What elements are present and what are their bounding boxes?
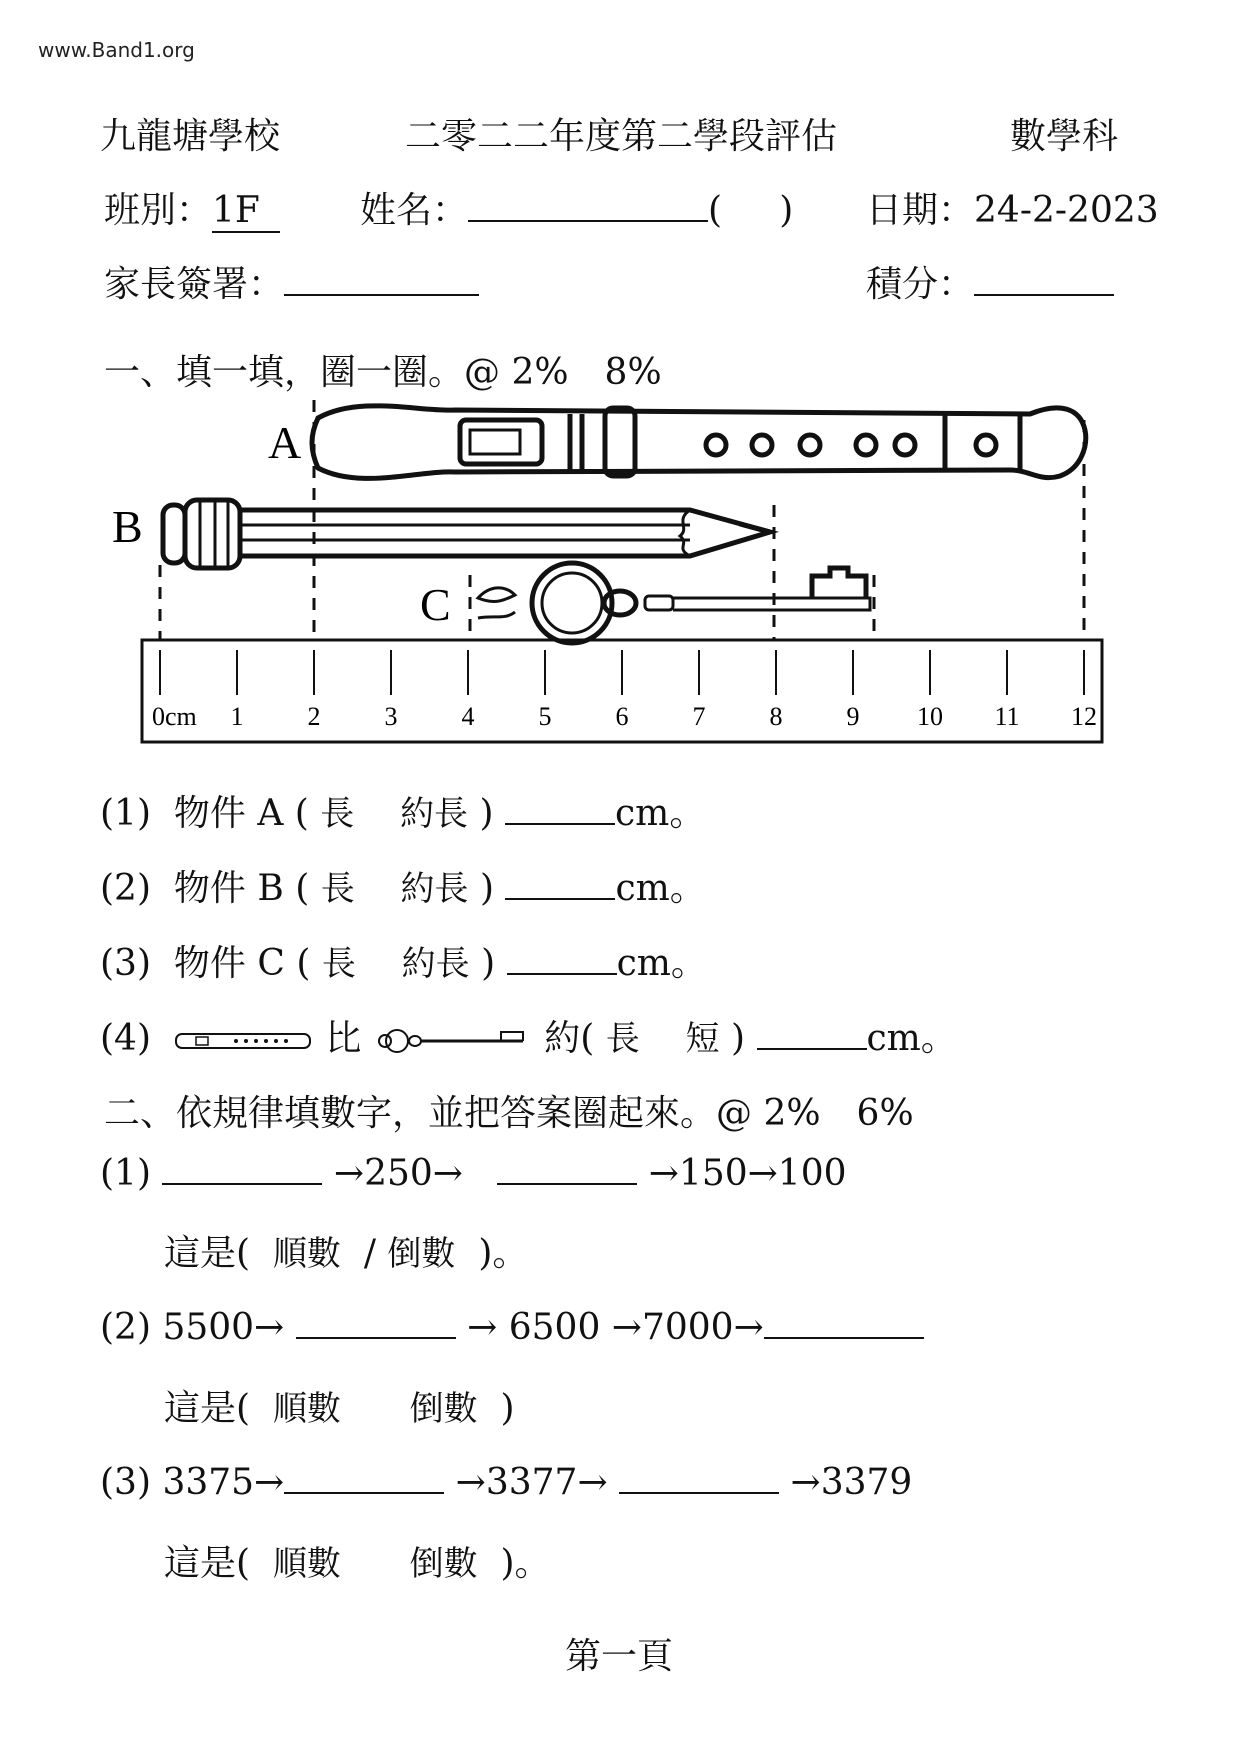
class-field[interactable]	[104, 182, 280, 233]
q2-1-blank-2[interactable]	[497, 1183, 637, 1185]
q1-2-option-long[interactable]: 長	[320, 869, 355, 909]
date-field	[866, 182, 1159, 233]
school-name: 九龍塘學校	[100, 116, 281, 157]
q1-3-close: )	[481, 943, 496, 984]
question-2-1-choice	[164, 1225, 528, 1276]
q2-1-option-backward[interactable]: 倒數	[387, 1234, 456, 1274]
q1-3-answer-blank[interactable]	[507, 973, 617, 975]
q2-2-num: (2) 5500→	[100, 1307, 285, 1348]
ruler-label-0: 0cm	[152, 702, 197, 731]
q1-4-compare-word: 比	[325, 1018, 362, 1059]
section2-title: 二、依規律填數字，並把答案圈起來。@ 2% 6%	[104, 1093, 914, 1134]
ruler-label-6: 6	[615, 702, 629, 731]
q2-3-end: →3379	[790, 1462, 913, 1503]
q1-1-text: 物件 A (	[173, 793, 309, 834]
q2-2-note: 這是(	[164, 1388, 251, 1429]
q2-3-mid: →3377→	[455, 1462, 608, 1503]
question-1-2	[100, 860, 706, 911]
class-value: 1F	[212, 190, 280, 233]
q1-2-text: 物件 B (	[173, 868, 310, 909]
q2-3-option-backward[interactable]: 倒數	[409, 1544, 478, 1584]
q1-3-num: (3)	[100, 943, 151, 984]
q1-3-option-about[interactable]: 約長	[401, 944, 470, 984]
ruler-label-8: 8	[769, 702, 783, 731]
recorder-icon	[312, 406, 1086, 479]
q2-1-slash: /	[363, 1233, 376, 1274]
q1-2-answer-blank[interactable]	[505, 898, 615, 900]
question-2-1	[100, 1153, 847, 1194]
ruler-label-10: 10	[917, 702, 943, 731]
q2-3-note: 這是(	[164, 1543, 251, 1584]
ruler-label-4: 4	[461, 702, 475, 731]
ruler-label-2: 2	[307, 702, 321, 731]
ruler-label-3: 3	[384, 702, 398, 731]
q2-1-close: )。	[478, 1233, 529, 1274]
question-2-3	[100, 1462, 912, 1503]
section1-title: 一、填一填，圈一圈。@ 2% 8%	[104, 352, 662, 393]
score-blank[interactable]	[974, 294, 1114, 296]
question-1-4	[100, 1010, 957, 1061]
parent-signature-blank[interactable]	[284, 294, 479, 296]
ruler-label-7: 7	[692, 702, 706, 731]
label-b: B	[112, 501, 143, 552]
q1-1-unit: cm。	[615, 793, 706, 834]
q1-1-close: )	[479, 793, 494, 834]
ruler-label-11: 11	[994, 702, 1020, 731]
q2-1-end: →150→100	[648, 1153, 847, 1194]
name-label: 姓名：	[360, 190, 469, 231]
q1-4-answer-blank[interactable]	[757, 1048, 867, 1050]
date-value: 24-2-2023	[974, 190, 1159, 231]
key-icon	[478, 563, 870, 643]
q2-1-num: (1)	[100, 1153, 151, 1194]
name-field[interactable]	[360, 182, 793, 233]
ruler-label-5: 5	[538, 702, 552, 731]
q2-2-option-forward[interactable]: 順數	[272, 1389, 341, 1429]
question-2-3-choice	[164, 1535, 551, 1586]
q2-3-blank-1[interactable]	[284, 1492, 444, 1494]
score-label: 積分：	[866, 264, 975, 305]
class-label: 班別：	[104, 190, 213, 231]
pencil-icon	[163, 500, 770, 568]
q1-3-option-long[interactable]: 長	[321, 944, 356, 984]
q1-2-unit: cm。	[615, 868, 706, 909]
question-2-2-choice	[164, 1380, 515, 1431]
q2-2-mid: → 6500 →7000→	[467, 1307, 764, 1348]
q2-2-close: )	[500, 1388, 515, 1429]
q1-3-text: 物件 C (	[173, 943, 311, 984]
q2-1-blank-1[interactable]	[162, 1183, 322, 1185]
q1-2-close: )	[479, 868, 495, 909]
question-1-1	[100, 785, 705, 836]
name-blank[interactable]	[468, 220, 708, 222]
q2-1-option-forward[interactable]: 順數	[272, 1234, 341, 1274]
measurement-figure	[0, 390, 1240, 760]
key-small-icon	[373, 1026, 533, 1056]
score-field[interactable]	[866, 256, 1114, 307]
term-title: 二零二二年度第二學段評估	[405, 116, 838, 157]
q1-1-option-long[interactable]: 長	[320, 794, 355, 834]
q1-4-about: 約(	[544, 1018, 595, 1059]
parent-signature-field[interactable]	[104, 256, 479, 307]
q2-2-option-backward[interactable]: 倒數	[409, 1389, 478, 1429]
question-2-2	[100, 1307, 924, 1348]
ruler-label-12: 12	[1071, 702, 1097, 731]
q2-1-mid: →250→	[333, 1153, 463, 1194]
q2-3-blank-2[interactable]	[619, 1492, 779, 1494]
label-a: A	[268, 417, 302, 468]
q2-3-close: )。	[500, 1543, 551, 1584]
q2-2-blank-1[interactable]	[296, 1337, 456, 1339]
q1-1-answer-blank[interactable]	[505, 823, 615, 825]
q2-3-option-forward[interactable]: 順數	[272, 1544, 341, 1584]
q2-3-num: (3) 3375→	[100, 1462, 285, 1503]
q1-4-close: )	[731, 1018, 746, 1059]
subject: 數學科	[1010, 116, 1119, 157]
q1-4-num: (4)	[100, 1018, 151, 1059]
q1-1-num: (1)	[100, 793, 151, 834]
q2-1-note: 這是(	[164, 1233, 251, 1274]
q1-4-option-longer[interactable]: 長	[605, 1019, 640, 1059]
date-label: 日期：	[866, 190, 975, 231]
ruler-label-9: 9	[846, 702, 860, 731]
q1-4-unit: cm。	[866, 1018, 957, 1059]
recorder-small-icon	[174, 1028, 314, 1054]
site-url: www.Band1.org	[38, 38, 195, 62]
q1-4-option-shorter[interactable]: 短	[685, 1019, 720, 1059]
ruler-label-1: 1	[230, 702, 244, 731]
q1-3-unit: cm。	[616, 943, 707, 984]
label-c: C	[420, 579, 451, 630]
q1-1-option-about[interactable]: 約長	[400, 794, 469, 834]
page-number: 第一頁	[565, 1636, 674, 1677]
parent-label: 家長簽署：	[104, 264, 285, 305]
q1-2-num: (2)	[100, 868, 151, 909]
name-number-paren: ( )	[708, 190, 794, 231]
q2-2-blank-2[interactable]	[764, 1337, 924, 1339]
q1-2-option-about[interactable]: 約長	[400, 869, 469, 909]
ruler-ticks	[152, 650, 1097, 731]
question-1-3	[100, 935, 707, 986]
